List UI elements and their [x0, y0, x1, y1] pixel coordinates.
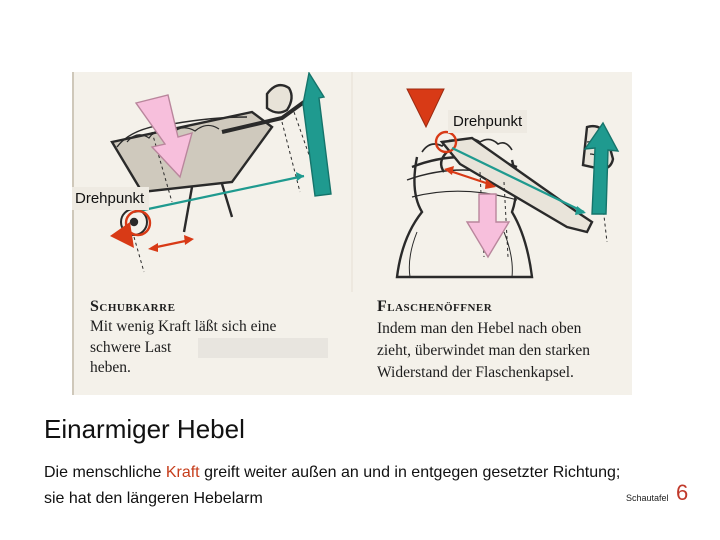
page-number: 6: [676, 480, 689, 505]
pivot-label-left: Drehpunkt: [72, 187, 149, 210]
bottle-opener-drawing: [397, 126, 613, 277]
wheelbarrow-caption-line-2: schwere Last: [90, 339, 172, 356]
bottle-opener-caption-line-2: zieht, überwindet man den starken: [377, 342, 591, 359]
footer-label: Schautafel: [626, 493, 669, 503]
bottle-opener-caption-line-1: Indem man den Hebel nach oben: [377, 320, 582, 337]
wheelbarrow-caption-line-3: heben.: [90, 359, 131, 376]
pivot-label-right: Drehpunkt: [448, 110, 527, 133]
pivot-marker-right: [407, 89, 444, 127]
lever-illustration: [72, 72, 632, 395]
load-arrow-right: [467, 194, 509, 257]
wheelbarrow-heading: Schubkarre: [90, 298, 176, 315]
description-text-start: Die menschliche: [44, 464, 166, 481]
bottle-opener-heading: Flaschenöffner: [377, 298, 493, 315]
force-arrow-left: [303, 73, 331, 196]
bottle-opener-caption-line-3: Widerstand der Flaschenkapsel.: [377, 364, 574, 381]
slide-description: [44, 460, 624, 512]
caption-redaction-bar: [198, 338, 328, 358]
wheelbarrow-caption-line-1: Mit wenig Kraft läßt sich eine: [90, 318, 277, 335]
description-text-end: greift weiter außen an und in entgegen gesetzter Richtung; sie hat den längeren Hebelarm: [44, 464, 621, 507]
lever-arm-line-right: [452, 148, 584, 212]
slide-title: Einarmiger Hebel: [44, 414, 245, 444]
description-highlight-force: Kraft: [165, 464, 200, 481]
